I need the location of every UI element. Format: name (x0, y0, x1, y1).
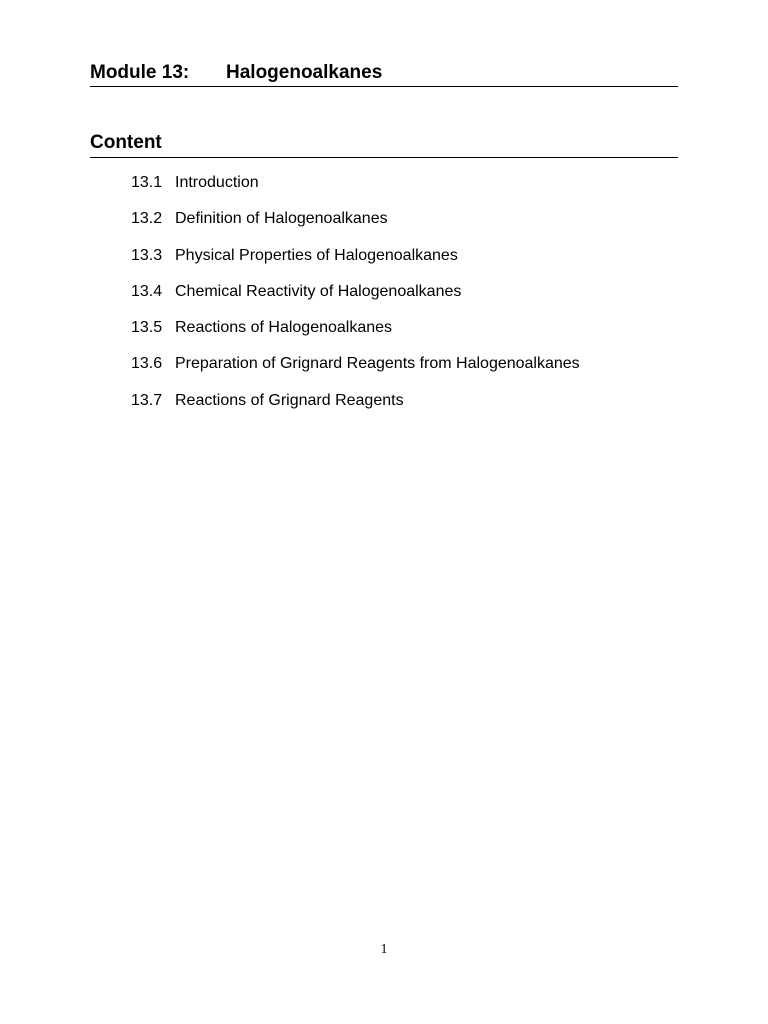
toc-item (131, 245, 580, 281)
toc-item (131, 353, 580, 389)
toc-item-label: Reactions of Grignard Reagents (175, 391, 404, 409)
toc-item (131, 390, 580, 426)
toc-item (131, 317, 580, 353)
toc-item-label: Chemical Reactivity of Halogenoalkanes (175, 282, 462, 300)
toc-item-label: Reactions of Halogenoalkanes (175, 319, 393, 337)
page-number: 1 (380, 942, 388, 957)
toc-item-number: 13.3 (131, 246, 163, 264)
module-number: Module 13: (90, 62, 190, 83)
content-title: Content (90, 132, 162, 153)
toc-item-number: 13.2 (131, 210, 163, 228)
content-heading (90, 131, 678, 158)
toc-item (131, 208, 580, 244)
module-heading (90, 60, 678, 87)
toc-item (131, 281, 580, 317)
toc-item-label: Preparation of Grignard Reagents from Halogenoalkanes (175, 355, 580, 373)
toc-item-number: 13.7 (131, 391, 163, 409)
table-of-contents (131, 172, 580, 426)
toc-item (131, 172, 580, 208)
toc-item-label: Physical Properties of Halogenoalkanes (175, 246, 458, 264)
module-title: Halogenoalkanes (226, 62, 383, 83)
toc-item-label: Definition of Halogenoalkanes (175, 210, 388, 228)
toc-item-number: 13.5 (131, 319, 163, 337)
toc-item-label: Introduction (175, 174, 259, 191)
toc-item-number: 13.1 (131, 174, 163, 191)
toc-item-number: 13.6 (131, 355, 163, 373)
toc-item-number: 13.4 (131, 282, 163, 300)
